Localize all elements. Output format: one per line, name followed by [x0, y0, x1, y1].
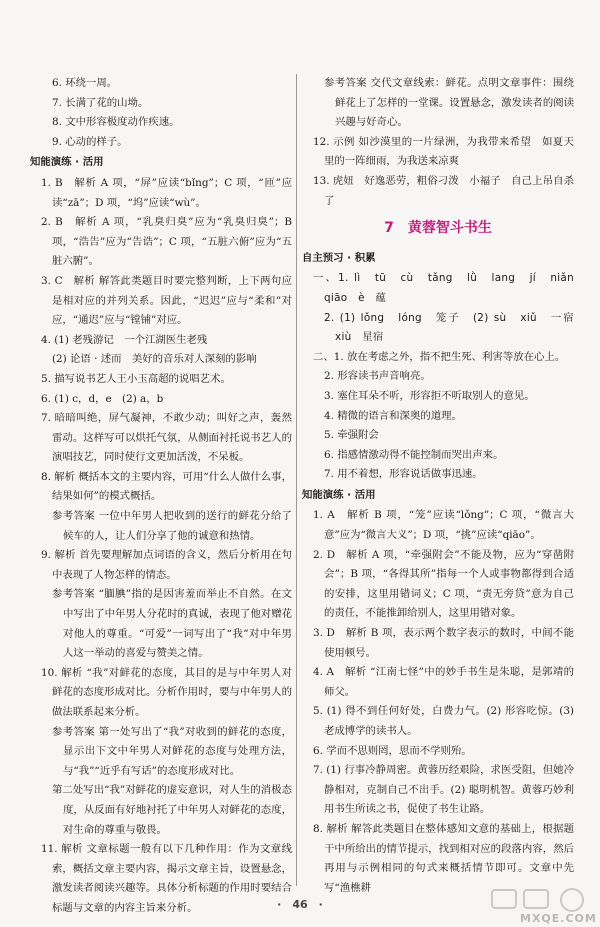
- answer-line: 5. (1) 得不到任何好处，白费力气。(2) 形容吃惊。(3) 老成博学的读书人。: [313, 705, 574, 737]
- answer-line: 1. B 解析 A 项，“屏”应读“bǐng”；C 项，“匝”应读“zā”；D 项，“坞”应读“wù”。: [41, 176, 292, 209]
- right-column: [302, 74, 585, 898]
- answer-line: 9. 心动的样子。: [52, 135, 128, 148]
- answer-line: 参考答案 “腼腆”指的是因害羞而举止不自然。在文中写出了中年男人分花时的真诚，表现了他对赠花对他人的尊重。“可爱”一词写出了“我”对中年男人这一举动的喜爱与赞美之情。: [52, 588, 292, 660]
- answer-line: 2. D 解析 A 项，“牵强附会”不能及物，应为“穿凿附会”；B 项，“各得其所”指每一个人或事物都得到合适的安排，这里用错词义；C 项，“责无旁贷”意为自己的责任，不能推卸给别人，这里用错对象。: [313, 548, 574, 620]
- answer-line: 1. A 解析 B 项，“笼”应读“lǒng”；C 项，“微言大意”应为“微言大义”；D 项，“挑”应读“qiāo”。: [313, 509, 574, 542]
- answer-line: 第二处写出“我”对鲜花的虚妄意识，对人生的消极态度，从反面有好地衬托了中年男人对鲜花的态度，对生命的尊重与敬畏。: [52, 784, 292, 836]
- answer-line: 12. 示例 如沙漠里的一片绿洲，为我带来希望 如夏天里的一阵细雨，为我送来凉爽: [313, 135, 574, 168]
- answer-line: 4. (1) 老残游记 一个江湖医生老残: [41, 333, 208, 346]
- answer-line: 3. C 解析 解答此类题目时要完整判断，上下两句应是相对应的并列关系。因此，“迟迟”应与“柔和”对应，“通迟”应与“镗铺”对应。: [41, 274, 292, 327]
- answer-line: 一、1. lì tū cù tǎng lǜ lang jí niǎn qiāo è 蕴: [313, 272, 585, 304]
- answer-line: 6. (1) c，d，e (2) a，b: [41, 392, 164, 405]
- answer-line: 5. 描写说书艺人王小玉高超的说唱艺术。: [41, 372, 231, 385]
- answer-line: 11. 解析 文章标题一般有以下几种作用：作为文章线索，概括文章主要内容，揭示文章主旨，设置悬念，激发读者阅读兴趣等。具体分析标题的作用时要结合标题与文章的内容主旨来分析。: [41, 843, 292, 914]
- left-column: [30, 74, 292, 919]
- answer-line: 5. 牵强附会: [324, 429, 379, 442]
- answer-line: 9. 解析 首先要理解加点词语的含义，然后分析用在句中表现了人物怎样的情态。: [41, 549, 292, 581]
- answer-line: 参考答案 第一处写出了“我”对收到的鲜花的态度，显示出下文中年男人对鲜花的态度与处理方法，与“我”“近乎有写话”的态度形成对比。: [52, 725, 292, 777]
- watermark-text: MXQE.COM: [520, 912, 597, 925]
- answer-line: 3. D 解析 B 项，表示两个数字表示的数时，中间不能使用顿号。: [313, 627, 574, 659]
- answer-line: 2. B 解析 A 项，“乳臭归臭”应为“乳臭归臭”；B 项，“浩告”应为“告诰”；C 项，“五脏六俯”应为“五脏六腑”。: [41, 216, 292, 268]
- section-heading: 知能演练 · 活用: [302, 488, 376, 501]
- answer-line: 2. (1) lǒng lóng 笼子 (2) sù xiǔ 一宿 xiù 星宿: [324, 311, 585, 344]
- answer-line: 4. A 解析 “江南七怪”中的妙手书生是朱聪，是郭靖的师父。: [313, 666, 574, 698]
- column-divider: [296, 74, 297, 886]
- answer-line: 二、1. 放在考虑之外，指不把生死、利害等放在心上。: [313, 350, 566, 363]
- answer-line: (2) 论语 · 述而 美好的音乐对人深刻的影响: [52, 353, 257, 366]
- answer-line: 参考答案 交代文章线索：鲜花。点明文章事件：围绕鲜花上了怎样的一堂课。设置悬念，激发读者的阅读兴趣与好奇心。: [324, 77, 574, 129]
- answer-line: 7. 用不着想，形容说话做事迅速。: [324, 468, 483, 481]
- answer-line: 7. 长满了花的山坳。: [52, 96, 149, 109]
- page-number-value: 46: [292, 898, 308, 911]
- answer-line: 13. 虎妞 好逸恶劳，粗俗刁泼 小福子 自己上吊自杀了: [313, 174, 574, 207]
- answer-line: 6. 指感情激动得不能控制而哭出声来。: [324, 448, 504, 461]
- answer-line: 10. 解析 “我”对鲜花的态度，其目的是与中年男人对鲜花的态度形成对比。分析作用时，要与中年男人的做法联系起来分析。: [41, 666, 292, 718]
- answer-line: 6. 环绕一周。: [52, 77, 118, 89]
- answer-line: 4. 精微的语言和深奥的道理。: [324, 409, 462, 422]
- answer-line: 7. 暗暗叫绝，屏气凝神，不敢少动；叫好之声，轰然雷动。这样写可以烘托气氛，从侧面衬托说书艺人的演唱技艺，同时使行文更加活泼，不呆板。: [41, 412, 292, 464]
- section-heading: 知能演练 · 活用: [30, 156, 104, 169]
- answer-line: 8. 解析 概括本文的主要内容，可用“什么人做什么事，结果如何”的模式概括。: [41, 470, 292, 503]
- answer-line: 参考答案 一位中年男人把收到的送行的鲜花分给了候车的人，让人们分享了他的诚意和热情。: [52, 510, 292, 542]
- section-heading: 自主预习 · 积累: [302, 251, 376, 264]
- page-number: · 46 ·: [277, 898, 323, 911]
- answer-line: 2. 形容读书声音响亮。: [324, 370, 431, 383]
- answer-line: 7. (1) 行事冷静周密。黄蓉历经艰险，求医受阻，但她冷静相对，克制自己不出手。(2) 聪明机智。黄蓉巧妙利用书生所读之书，促使了书生让路。: [313, 764, 574, 816]
- answer-line: 3. 塞住耳朵不听，形容拒不听取别人的意见。: [324, 389, 535, 402]
- answer-line: 8. 解析 解答此类题目在整体感知文意的基础上，根据题干中所给出的情节提示，找到相对应的段落内容，然后再用与示例相同的句式来概括情节即可。文章中先写“渔樵耕: [313, 822, 574, 894]
- answer-line: 8. 文中形容极度动作疾速。: [52, 116, 180, 129]
- chapter-title: 7 黄蓉智斗书生: [384, 220, 492, 237]
- answer-line: 6. 学而不思则罔，思而不学则殆。: [313, 744, 472, 757]
